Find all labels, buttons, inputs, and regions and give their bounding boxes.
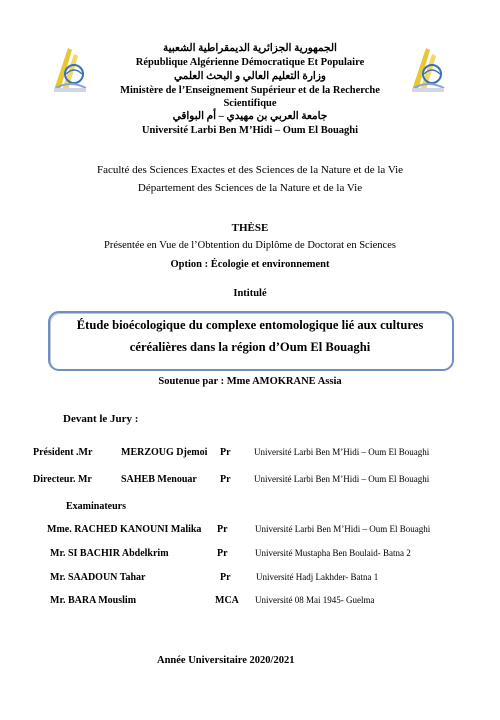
arabic-university-text: جامعة العربي بن مهيدي – أم البواقي <box>172 111 328 122</box>
president-institution: Université Larbi Ben M’Hidi – Oum El Bouaghi <box>254 447 430 457</box>
arabic-republic-text: الجمهورية الجزائرية الديمقراطية الشعبية <box>163 43 337 54</box>
examiner-grade: Pr <box>220 572 231 583</box>
thesis-label: THÈSE <box>231 222 269 234</box>
president-grade: Pr <box>220 447 231 458</box>
president-role: Président .Mr <box>33 447 93 458</box>
examiner-institution: Université Larbi Ben M’Hidi – Oum El Bouaghi <box>255 524 431 534</box>
president-name: MERZOUG Djemoi <box>121 447 208 458</box>
examiner-grade: Pr <box>217 524 228 535</box>
examiner-institution: Université Mustapha Ben Boulaid- Batna 2 <box>255 548 411 558</box>
director-name: SAHEB Menouar <box>121 474 197 485</box>
ministry-line1: Ministère de l’Enseignement Supérieur et de la Recherche <box>120 85 380 96</box>
university-name: Université Larbi Ben M’Hidi – Oum El Bouaghi <box>141 125 359 136</box>
ministry-line2: Scientifique <box>223 98 277 109</box>
presented-text: Présentée en Vue de l’Obtention du Diplôme de Doctorat en Sciences <box>104 240 396 251</box>
defended-by: Soutenue par : Mme AMOKRANE Assia <box>158 376 342 387</box>
republic-text: République Algérienne Démocratique Et Populaire <box>135 57 365 68</box>
arabic-ministry-text: وزارة التعليم العالي و البحث العلمي <box>174 71 326 82</box>
examiner-name: Mme. RACHED KANOUNI Malika <box>47 524 202 535</box>
examiner-institution: Université Hadj Lakhder- Batna 1 <box>256 572 379 582</box>
director-role: Directeur. Mr <box>33 474 92 485</box>
examiner-grade: MCA <box>215 595 239 606</box>
department-name: Département des Sciences de la Nature et de la Vie <box>137 182 363 194</box>
examiners-heading: Examinateurs <box>66 501 126 512</box>
faculty-name: Faculté des Sciences Exactes et des Sciences de la Nature et de la Vie <box>96 164 404 176</box>
director-institution: Université Larbi Ben M’Hidi – Oum El Bouaghi <box>254 474 430 484</box>
intitule-label: Intitulé <box>233 288 267 299</box>
thesis-title-line1: Étude bioécologique du complexe entomologique lié aux cultures <box>76 318 424 332</box>
thesis-title-line2: céréalières dans la région d’Oum El Bouaghi <box>129 340 371 354</box>
examiner-name: Mr. SAADOUN Tahar <box>50 572 146 583</box>
examiner-institution: Université 08 Mai 1945- Guelma <box>255 595 375 605</box>
jury-heading: Devant le Jury : <box>63 413 139 425</box>
examiner-name: Mr. SI BACHIR Abdelkrim <box>50 548 169 559</box>
academic-year: Année Universitaire 2020/2021 <box>157 655 295 666</box>
director-grade: Pr <box>220 474 231 485</box>
examiner-name: Mr. BARA Mouslim <box>50 595 137 606</box>
option-text: Option : Écologie et environnement <box>170 259 330 270</box>
examiner-grade: Pr <box>217 548 228 559</box>
